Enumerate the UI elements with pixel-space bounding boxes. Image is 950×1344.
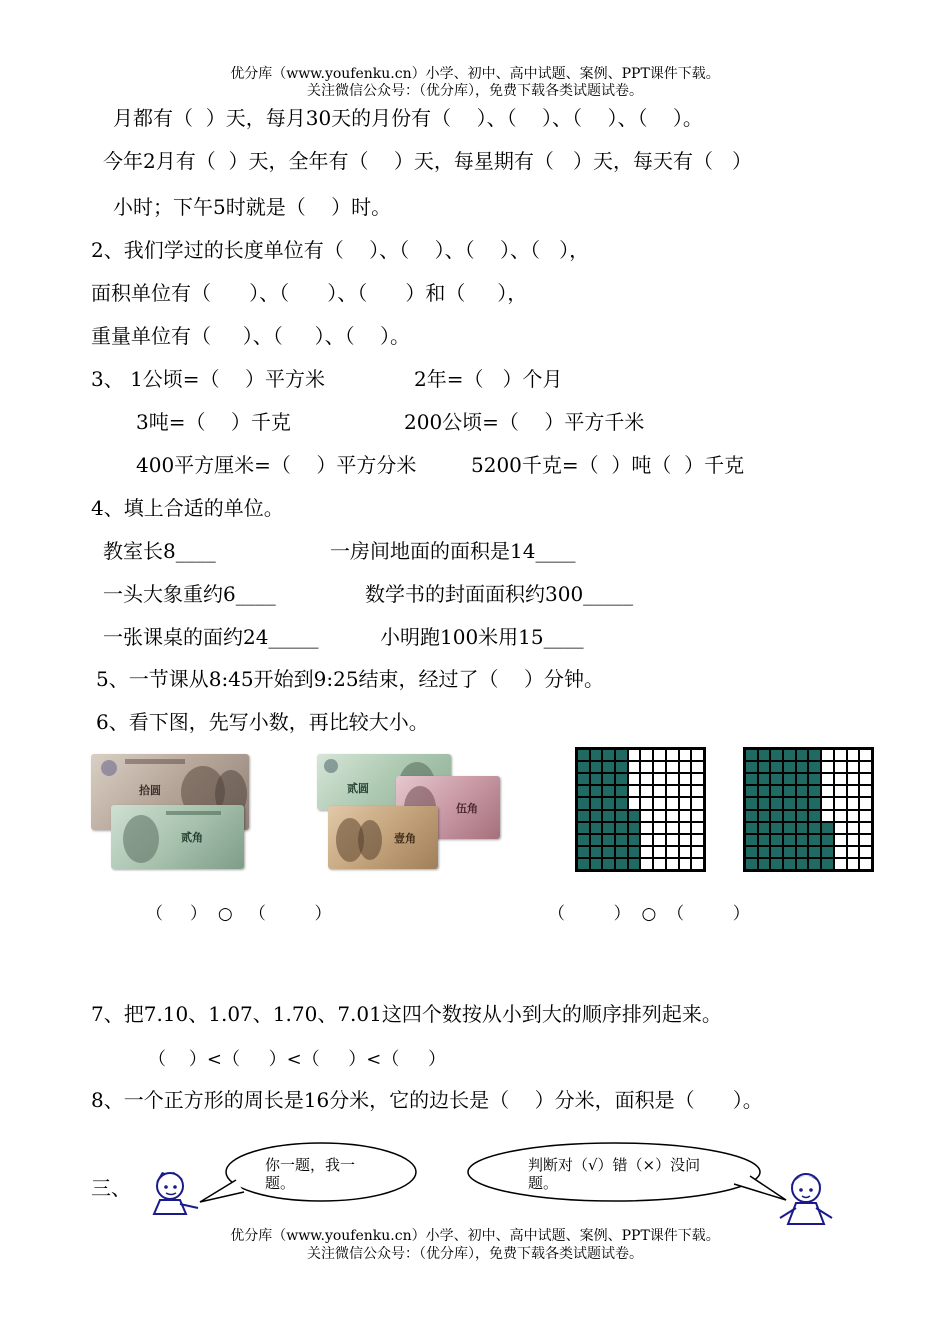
grid-cell-empty xyxy=(640,822,653,834)
girl-cartoon-icon xyxy=(776,1168,836,1230)
grid-cell-empty xyxy=(834,822,847,834)
grid-cell-filled xyxy=(796,834,809,846)
question-3-hectare-km: 200公顷=（ ）平方千米 xyxy=(404,410,645,434)
grid-cell-filled xyxy=(615,858,628,870)
grid-cell-empty xyxy=(859,810,872,822)
grid-cell-filled xyxy=(745,810,758,822)
question-4-classroom: 教室长8____ xyxy=(103,539,216,563)
grid-cell-filled xyxy=(808,822,821,834)
grid-cell-empty xyxy=(666,749,679,761)
grid-cell-empty xyxy=(679,749,692,761)
grid-cell-filled xyxy=(590,858,603,870)
page-header-line-1: 优分库（www.youfenku.cn）小学、初中、高中试题、案例、PPT课件下载。 xyxy=(230,66,720,82)
grid-cell-filled xyxy=(783,749,796,761)
grid-cell-filled xyxy=(783,785,796,797)
grid-cell-empty xyxy=(847,846,860,858)
question-4-elephant: 一头大象重约6____ xyxy=(103,582,276,606)
grid-cell-empty xyxy=(653,761,666,773)
grid-cell-empty xyxy=(691,785,704,797)
grid-cell-filled xyxy=(796,858,809,870)
banknote-ten-yuan-label: 拾圆 xyxy=(139,784,161,797)
grid-cell-empty xyxy=(628,797,641,809)
grid-cell-filled xyxy=(783,797,796,809)
grid-cell-filled xyxy=(577,834,590,846)
grid-cell-filled xyxy=(758,749,771,761)
speech-bubble-left-text: 你一题，我一 题。 xyxy=(265,1156,356,1192)
grid-cell-filled xyxy=(783,773,796,785)
grid-cell-filled xyxy=(783,834,796,846)
grid-cell-empty xyxy=(859,773,872,785)
question-6: 6、看下图，先写小数，再比较大小。 xyxy=(96,710,429,734)
question-5: 5、一节课从8:45开始到9:25结束，经过了（ ）分钟。 xyxy=(96,667,604,691)
grid-cell-filled xyxy=(808,797,821,809)
grid-cell-empty xyxy=(834,858,847,870)
grid-cell-filled xyxy=(590,846,603,858)
grid-cell-empty xyxy=(653,773,666,785)
grid-cell-filled xyxy=(628,810,641,822)
grid-cell-filled xyxy=(796,822,809,834)
grid-cell-empty xyxy=(628,749,641,761)
grid-cell-filled xyxy=(821,858,834,870)
grid-cell-empty xyxy=(679,785,692,797)
grid-cell-filled xyxy=(808,810,821,822)
question-3-kg: 5200千克=（ ）吨（ ）千克 xyxy=(471,453,745,477)
grid-cell-filled xyxy=(770,749,783,761)
grid-cell-empty xyxy=(653,810,666,822)
page-header-line-2: 关注微信公众号：（优分库），免费下载各类试题试卷。 xyxy=(307,83,643,99)
grid-cell-empty xyxy=(834,810,847,822)
grid-cell-filled xyxy=(602,810,615,822)
grid-cell-empty xyxy=(691,797,704,809)
grid-cell-filled xyxy=(615,834,628,846)
grid-cell-filled xyxy=(577,810,590,822)
question-2-line-3: 重量单位有（ ）、（ ）、（ ）。 xyxy=(91,324,411,348)
grid-cell-empty xyxy=(691,846,704,858)
question-3-years: 2年=（ ）个月 xyxy=(414,367,563,391)
grid-cell-empty xyxy=(859,749,872,761)
grid-cell-filled xyxy=(758,822,771,834)
hundred-grid-right xyxy=(743,747,874,872)
grid-cell-empty xyxy=(821,810,834,822)
grid-cell-filled xyxy=(590,749,603,761)
compare-money-blanks: （ ） ○ （ ） xyxy=(146,904,332,924)
grid-cell-filled xyxy=(628,822,641,834)
question-4-title: 4、填上合适的单位。 xyxy=(91,496,284,520)
grid-cell-empty xyxy=(640,797,653,809)
grid-cell-empty xyxy=(679,858,692,870)
grid-cell-empty xyxy=(653,858,666,870)
grid-cell-filled xyxy=(615,749,628,761)
hundred-grid-left xyxy=(575,747,706,872)
grid-cell-empty xyxy=(628,761,641,773)
grid-cell-filled xyxy=(615,797,628,809)
grid-cell-empty xyxy=(640,761,653,773)
grid-cell-empty xyxy=(653,749,666,761)
grid-cell-empty xyxy=(640,773,653,785)
grid-cell-filled xyxy=(770,858,783,870)
grid-cell-empty xyxy=(821,785,834,797)
question-4-running: 小明跑100米用15____ xyxy=(380,625,584,649)
grid-cell-empty xyxy=(691,749,704,761)
grid-cell-filled xyxy=(770,773,783,785)
grid-cell-empty xyxy=(859,846,872,858)
question-8: 8、一个正方形的周长是16分米，它的边长是（ ）分米，面积是（ ）。 xyxy=(91,1088,763,1112)
grid-cell-empty xyxy=(679,846,692,858)
grid-cell-filled xyxy=(745,797,758,809)
question-2-line-1: 2、我们学过的长度单位有（ ）、（ ）、（ ）、（ ）， xyxy=(91,238,590,262)
grid-cell-filled xyxy=(783,822,796,834)
grid-cell-empty xyxy=(691,810,704,822)
grid-cell-filled xyxy=(758,773,771,785)
grid-cell-filled xyxy=(590,810,603,822)
banknote-one-jiao xyxy=(328,806,438,869)
question-3-tons: 3吨=（ ）千克 xyxy=(136,410,291,434)
grid-cell-filled xyxy=(808,858,821,870)
grid-cell-filled xyxy=(796,797,809,809)
question-7-order-blanks: （ ）<（ ）<（ ）<（ ） xyxy=(148,1049,446,1070)
grid-cell-filled xyxy=(628,834,641,846)
page-footer-line-1: 优分库（www.youfenku.cn）小学、初中、高中试题、案例、PPT课件下载。 xyxy=(230,1228,720,1244)
grid-cell-filled xyxy=(577,785,590,797)
grid-cell-empty xyxy=(834,834,847,846)
banknote-five-jiao-label: 伍角 xyxy=(456,802,478,815)
grid-cell-empty xyxy=(628,785,641,797)
boy-cartoon-icon xyxy=(146,1168,202,1216)
grid-cell-filled xyxy=(602,846,615,858)
grid-cell-empty xyxy=(847,749,860,761)
banknote-two-jiao xyxy=(111,805,244,869)
grid-cell-empty xyxy=(628,773,641,785)
grid-cell-filled xyxy=(602,773,615,785)
grid-cell-filled xyxy=(577,858,590,870)
grid-cell-empty xyxy=(859,834,872,846)
grid-cell-filled xyxy=(770,834,783,846)
grid-cell-empty xyxy=(847,773,860,785)
grid-cell-filled xyxy=(808,773,821,785)
grid-cell-filled xyxy=(577,797,590,809)
grid-cell-filled xyxy=(602,785,615,797)
grid-cell-filled xyxy=(590,834,603,846)
grid-cell-empty xyxy=(691,834,704,846)
compare-grid-blanks: （ ） ○ （ ） xyxy=(548,904,750,924)
grid-cell-empty xyxy=(847,858,860,870)
grid-cell-empty xyxy=(640,858,653,870)
grid-cell-filled xyxy=(796,749,809,761)
grid-cell-empty xyxy=(653,785,666,797)
grid-cell-filled xyxy=(628,858,641,870)
grid-cell-empty xyxy=(653,797,666,809)
question-3-sq-cm: 400平方厘米=（ ）平方分米 xyxy=(136,453,417,477)
grid-cell-filled xyxy=(577,761,590,773)
grid-cell-filled xyxy=(615,846,628,858)
question-4-room-area: 一房间地面的面积是14____ xyxy=(330,539,576,563)
section-3-label: 三、 xyxy=(91,1176,131,1200)
question-2-line-2: 面积单位有（ ）、（ ）、（ ）和（ ）， xyxy=(91,281,528,305)
grid-cell-filled xyxy=(577,822,590,834)
grid-cell-empty xyxy=(666,846,679,858)
grid-cell-filled xyxy=(796,810,809,822)
grid-cell-filled xyxy=(577,846,590,858)
grid-cell-filled xyxy=(758,834,771,846)
grid-cell-filled xyxy=(615,810,628,822)
grid-cell-empty xyxy=(834,785,847,797)
grid-cell-filled xyxy=(821,834,834,846)
grid-cell-filled xyxy=(590,761,603,773)
question-1-line-3: 小时；下午5时就是（ ）时。 xyxy=(113,195,392,219)
grid-cell-empty xyxy=(666,834,679,846)
grid-cell-filled xyxy=(821,822,834,834)
grid-cell-empty xyxy=(859,761,872,773)
grid-cell-empty xyxy=(859,785,872,797)
grid-cell-empty xyxy=(821,761,834,773)
grid-cell-empty xyxy=(666,773,679,785)
banknote-two-jiao-label: 贰角 xyxy=(181,831,203,844)
grid-cell-empty xyxy=(666,797,679,809)
grid-cell-filled xyxy=(745,834,758,846)
grid-cell-filled xyxy=(770,846,783,858)
grid-cell-filled xyxy=(590,797,603,809)
grid-cell-empty xyxy=(640,846,653,858)
grid-cell-filled xyxy=(615,761,628,773)
grid-cell-filled xyxy=(770,810,783,822)
grid-cell-filled xyxy=(602,858,615,870)
grid-cell-filled xyxy=(628,846,641,858)
grid-cell-empty xyxy=(666,810,679,822)
grid-cell-filled xyxy=(615,785,628,797)
grid-cell-filled xyxy=(602,797,615,809)
grid-cell-empty xyxy=(691,773,704,785)
grid-cell-empty xyxy=(847,822,860,834)
grid-cell-empty xyxy=(847,834,860,846)
grid-cell-filled xyxy=(770,797,783,809)
grid-cell-empty xyxy=(679,834,692,846)
grid-cell-empty xyxy=(640,785,653,797)
grid-cell-filled xyxy=(602,749,615,761)
grid-cell-empty xyxy=(834,797,847,809)
grid-cell-empty xyxy=(640,834,653,846)
grid-cell-empty xyxy=(679,822,692,834)
grid-cell-empty xyxy=(847,810,860,822)
grid-cell-filled xyxy=(577,749,590,761)
grid-cell-filled xyxy=(758,761,771,773)
grid-cell-empty xyxy=(666,822,679,834)
grid-cell-empty xyxy=(847,797,860,809)
grid-cell-filled xyxy=(615,773,628,785)
grid-cell-filled xyxy=(808,846,821,858)
grid-cell-empty xyxy=(859,797,872,809)
grid-cell-filled xyxy=(590,773,603,785)
page-footer-line-2: 关注微信公众号：（优分库），免费下载各类试题试卷。 xyxy=(307,1246,643,1262)
grid-cell-empty xyxy=(640,810,653,822)
grid-cell-empty xyxy=(679,810,692,822)
grid-cell-filled xyxy=(745,846,758,858)
grid-cell-empty xyxy=(821,749,834,761)
grid-cell-filled xyxy=(745,773,758,785)
question-3-hectare: 3、 1公顷=（ ）平方米 xyxy=(91,367,325,391)
grid-cell-filled xyxy=(821,846,834,858)
question-7: 7、把7.10、1.07、1.70、7.01这四个数按从小到大的顺序排列起来。 xyxy=(91,1002,722,1026)
grid-cell-empty xyxy=(847,785,860,797)
grid-cell-filled xyxy=(796,761,809,773)
grid-cell-filled xyxy=(796,785,809,797)
banknote-one-jiao-label: 壹角 xyxy=(394,832,416,845)
grid-cell-empty xyxy=(653,834,666,846)
grid-cell-filled xyxy=(577,773,590,785)
grid-cell-filled xyxy=(808,761,821,773)
grid-cell-filled xyxy=(758,858,771,870)
grid-cell-filled xyxy=(758,797,771,809)
speech-bubble-right-text: 判断对（√）错（×）没问 题。 xyxy=(528,1156,701,1192)
question-1-line-2: 今年2月有（ ）天，全年有（ ）天，每星期有（ ）天，每天有（ ） xyxy=(103,149,753,173)
grid-cell-filled xyxy=(783,810,796,822)
grid-cell-filled xyxy=(745,822,758,834)
grid-cell-filled xyxy=(602,834,615,846)
grid-cell-filled xyxy=(783,761,796,773)
grid-cell-empty xyxy=(834,846,847,858)
grid-cell-empty xyxy=(666,761,679,773)
grid-cell-filled xyxy=(808,749,821,761)
grid-cell-empty xyxy=(666,785,679,797)
grid-cell-filled xyxy=(770,785,783,797)
grid-cell-empty xyxy=(834,761,847,773)
grid-cell-empty xyxy=(653,846,666,858)
question-4-desk: 一张课桌的面约24_____ xyxy=(103,625,319,649)
grid-cell-empty xyxy=(834,773,847,785)
banknote-two-yuan-label: 贰圆 xyxy=(347,782,369,795)
grid-cell-filled xyxy=(796,773,809,785)
grid-cell-empty xyxy=(821,797,834,809)
grid-cell-filled xyxy=(758,810,771,822)
grid-cell-empty xyxy=(847,761,860,773)
grid-cell-filled xyxy=(602,822,615,834)
grid-cell-empty xyxy=(691,761,704,773)
grid-cell-filled xyxy=(770,822,783,834)
grid-cell-filled xyxy=(590,822,603,834)
grid-cell-filled xyxy=(783,846,796,858)
grid-cell-empty xyxy=(691,822,704,834)
grid-cell-filled xyxy=(808,785,821,797)
question-4-book-cover: 数学书的封面面积约300_____ xyxy=(365,582,634,606)
grid-cell-empty xyxy=(666,858,679,870)
grid-cell-empty xyxy=(859,858,872,870)
grid-cell-filled xyxy=(745,785,758,797)
grid-cell-filled xyxy=(783,858,796,870)
grid-cell-filled xyxy=(796,846,809,858)
grid-cell-filled xyxy=(808,834,821,846)
grid-cell-filled xyxy=(758,785,771,797)
grid-cell-empty xyxy=(679,797,692,809)
grid-cell-empty xyxy=(640,749,653,761)
grid-cell-empty xyxy=(821,773,834,785)
grid-cell-filled xyxy=(745,858,758,870)
grid-cell-filled xyxy=(758,846,771,858)
grid-cell-filled xyxy=(602,761,615,773)
grid-cell-filled xyxy=(770,761,783,773)
grid-cell-filled xyxy=(615,822,628,834)
grid-cell-filled xyxy=(745,749,758,761)
grid-cell-empty xyxy=(679,773,692,785)
grid-cell-empty xyxy=(691,858,704,870)
grid-cell-empty xyxy=(859,822,872,834)
grid-cell-empty xyxy=(653,822,666,834)
question-1-line-1: 月都有（ ）天，每月30天的月份有（ ）、（ ）、（ ）、（ ）。 xyxy=(113,106,703,130)
grid-cell-empty xyxy=(679,761,692,773)
grid-cell-filled xyxy=(590,785,603,797)
grid-cell-filled xyxy=(745,761,758,773)
grid-cell-empty xyxy=(834,749,847,761)
